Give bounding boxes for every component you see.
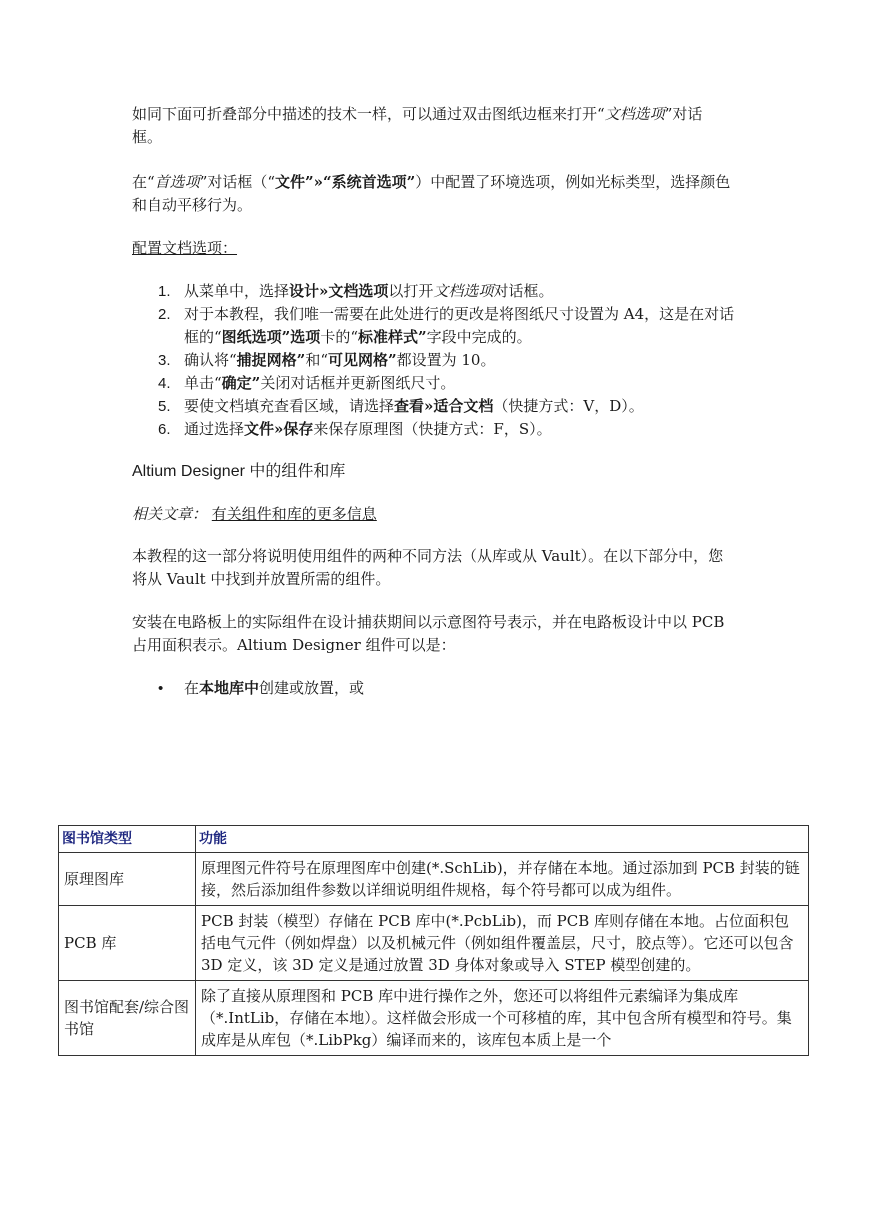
related-link[interactable]: 有关组件和库的更多信息 xyxy=(211,505,377,523)
cell-type: 原理图库 xyxy=(59,853,196,906)
step-text: （快捷方式：V，D）。 xyxy=(493,397,644,415)
step-text: 字段中完成的。 xyxy=(426,328,532,346)
list-item xyxy=(132,395,742,418)
header-function: 功能 xyxy=(196,826,809,853)
step-number: 3. xyxy=(158,352,171,369)
cell-type: 图书馆配套/综合图书馆 xyxy=(59,981,196,1056)
para1-italic-term: 文档选项 xyxy=(604,105,665,123)
step-text: 单击“ xyxy=(184,374,222,392)
step-bold: 确定” xyxy=(221,374,261,392)
para2-text-a: 在“ xyxy=(132,173,155,191)
table-header-row xyxy=(59,826,809,853)
para2-text-c: ”对话框（“ xyxy=(199,173,276,191)
bullet-text-c: 创建或放置，或 xyxy=(259,679,365,697)
step-text: 都设置为 10。 xyxy=(396,351,496,369)
step-text: 关闭对话框并更新图纸尺寸。 xyxy=(260,374,456,392)
table-row xyxy=(59,981,809,1056)
configure-heading: 配置文档选项： xyxy=(132,239,238,257)
step-number: 6. xyxy=(158,421,171,438)
section-heading: Altium Designer 中的组件和库 xyxy=(132,463,346,480)
step-bold: 设计»文档选项 xyxy=(289,282,389,300)
para2-italic-term: 首选项 xyxy=(154,173,200,191)
step-bold: 可见网格” xyxy=(327,351,397,369)
step-text: 和“ xyxy=(305,351,328,369)
list-item xyxy=(132,418,742,441)
paragraph-preferences xyxy=(132,171,732,217)
step-number: 5. xyxy=(158,398,171,415)
step-text: 确认将“ xyxy=(184,351,237,369)
paragraph-components: 安装在电路板上的实际组件在设计捕获期间以示意图符号表示，并在电路板设计中以 PCB 占用面积表示。Altium Designer 组件可以是： xyxy=(132,613,725,654)
step-italic: 文档选项 xyxy=(433,282,494,300)
cell-type: PCB 库 xyxy=(59,906,196,981)
list-item xyxy=(132,280,742,303)
bullet-text-a: 在 xyxy=(184,679,200,697)
cell-desc: PCB 封装（模型）存储在 PCB 库中(*.PcbLib)，而 PCB 库则存储在本地。占位面积包括电气元件（例如焊盘）以及机械元件（例如组件覆盖层，尺寸，胶点等）。它还可以包含 3D 定义，该 3D 定义是通过放置 3D 身体对象或导入 STEP 模型创建的。 xyxy=(196,906,809,981)
step-number: 2. xyxy=(158,306,171,323)
step-text: 来保存原理图（快捷方式：F，S）。 xyxy=(313,420,552,438)
step-text: 对于本教程，我们唯一需要在此处进行的更改是将图纸尺寸设置为 A4，这是在对话框的“ xyxy=(184,305,735,346)
header-library-type: 图书馆类型 xyxy=(59,826,196,853)
list-item xyxy=(132,372,742,395)
step-text: 卡的“ xyxy=(320,328,358,346)
step-bold: 图纸选项”选项 xyxy=(221,328,321,346)
para1-text-c: ”对话框。 xyxy=(132,105,703,146)
step-text: 以打开 xyxy=(388,282,434,300)
para2-bold-menu: 文件”»“系统首选项” xyxy=(275,173,416,191)
related-label: 相关文章： xyxy=(132,505,208,523)
related-articles xyxy=(132,503,732,526)
table-row xyxy=(59,906,809,981)
list-item xyxy=(132,303,742,349)
step-text: 从菜单中，选择 xyxy=(184,282,290,300)
step-number: 1. xyxy=(158,283,171,300)
steps-list xyxy=(132,280,742,441)
step-bold: 标准样式” xyxy=(357,328,427,346)
step-bold: 捕捉网格” xyxy=(236,351,306,369)
paragraph-methods: 本教程的这一部分将说明使用组件的两种不同方法（从库或从 Vault）。在以下部分中，您将从 Vault 中找到并放置所需的组件。 xyxy=(132,547,724,588)
bullet-dot: • xyxy=(158,680,164,697)
step-bold: 查看»适合文档 xyxy=(394,397,494,415)
table-row xyxy=(59,853,809,906)
para1-text-a: 如同下面可折叠部分中描述的技术一样，可以通过双击图纸边框来打开“ xyxy=(132,105,605,123)
step-text: 要使文档填充查看区域，请选择 xyxy=(184,397,395,415)
step-text: 对话框。 xyxy=(493,282,554,300)
library-types-table xyxy=(58,825,809,1056)
cell-desc: 除了直接从原理图和 PCB 库中进行操作之外，您还可以将组件元素编译为集成库（*.IntLib，存储在本地）。这样做会形成一个可移植的库，其中包含所有模型和符号。集成库是从库包（*.LibPkg）编译而来的，该库包本质上是一个 xyxy=(196,981,809,1056)
para2-text-e: ）中配置了环境选项，例如光标类型，选择颜色和自动平移行为。 xyxy=(132,173,731,214)
cell-desc: 原理图元件符号在原理图库中创建(*.SchLib)，并存储在本地。通过添加到 PCB 封装的链接，然后添加组件参数以详细说明组件规格，每个符号都可以成为组件。 xyxy=(196,853,809,906)
list-item xyxy=(132,349,742,372)
bullet-bold: 本地库中 xyxy=(199,679,260,697)
step-number: 4. xyxy=(158,375,171,392)
paragraph-document-options-intro xyxy=(132,103,732,149)
step-bold: 文件»保存 xyxy=(244,420,314,438)
step-text: 通过选择 xyxy=(184,420,245,438)
